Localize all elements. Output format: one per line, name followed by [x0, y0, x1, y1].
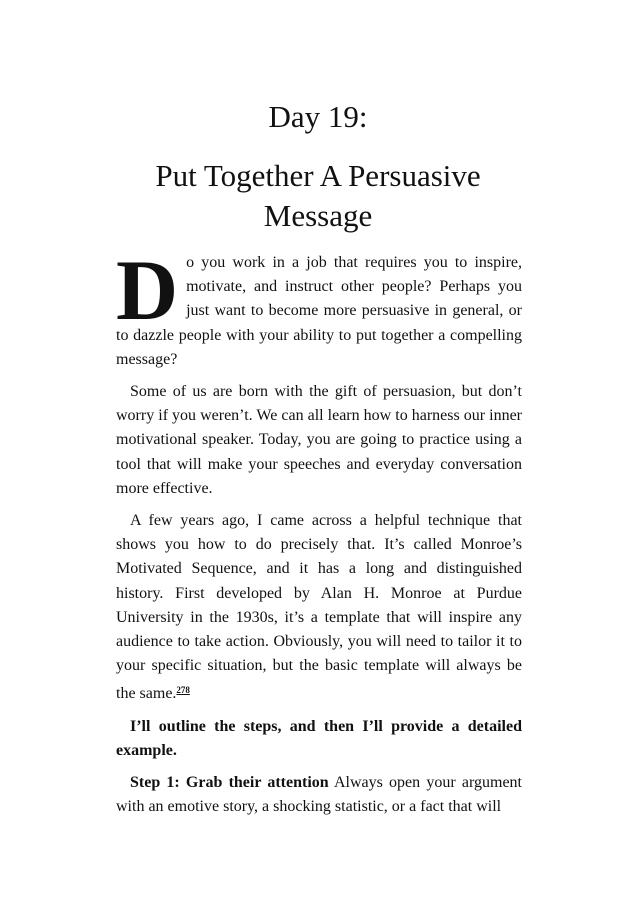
- step-1-text: Always open your argument with an emotive story, a shocking statistic, or a fact that will: [116, 774, 522, 816]
- paragraph-step-1: [116, 771, 522, 819]
- paragraph-intro: [116, 242, 522, 372]
- paragraph-monroe-text: A few years ago, I came across a helpful technique that shows you how to do precisely that. It’s called Monroe’s Motivated Sequence, and it has a long and distinguished history. First developed by Alan H. Monroe at Purdue University in the 1930s, it’s a template that will inspire any audience to take action. Obviously, you will need to tailor it to your specific situation, but the basic template will always be the same.: [116, 512, 522, 703]
- paragraph-intro-text: o you work in a job that requires you to inspire, motivate, and instruct other people? Perhaps you just want to become more persuasive in general, or to dazzle people with your ability to put together a compelling message?: [116, 254, 522, 368]
- body-text: [116, 242, 522, 827]
- drop-cap: D: [116, 242, 179, 338]
- paragraph-persuasion: Some of us are born with the gift of persuasion, but don’t worry if you weren’t. We can all learn how to harness our inner motivational speaker. Today, you are going to practice using a tool that will make your speeches and everyday conversation more effective.: [116, 383, 522, 497]
- chapter-number: Day 19:: [268, 99, 368, 134]
- footnote-link[interactable]: 278: [176, 685, 190, 696]
- paragraph-outline: I’ll outline the steps, and then I’ll provide a detailed example.: [116, 717, 522, 759]
- paragraph-monroe: [116, 509, 522, 707]
- step-1-heading: Step 1: Grab their attention: [130, 774, 329, 792]
- chapter-title: Put Together A Persuasive Message: [155, 158, 481, 233]
